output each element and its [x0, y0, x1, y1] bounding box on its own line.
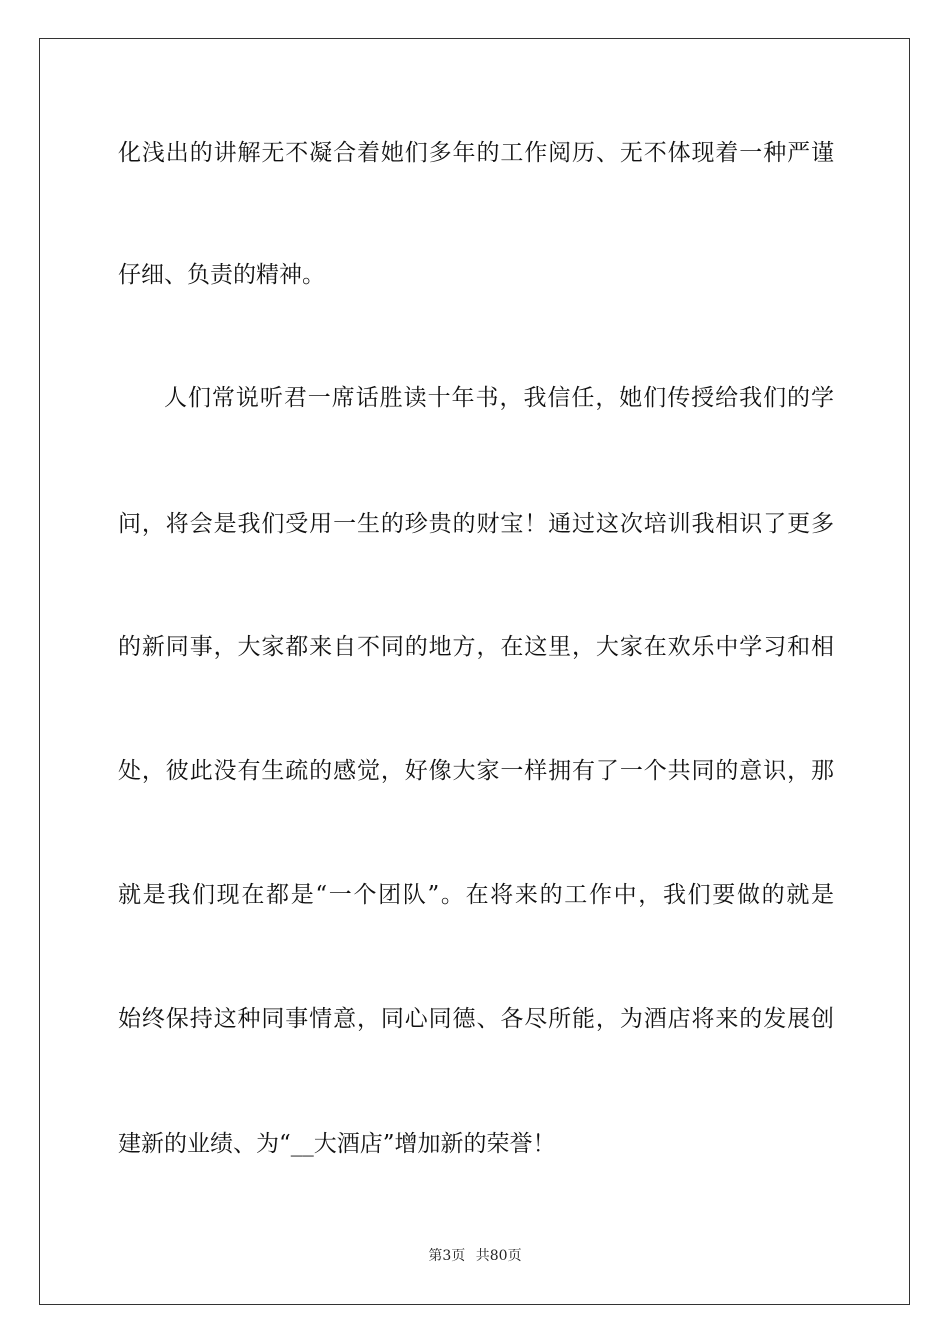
- page-border: [39, 38, 910, 1305]
- text-line: 的新同事，大家都来自不同的地方，在这里，大家在欢乐中学习和相: [118, 634, 834, 660]
- text-line: 问，将会是我们受用一生的珍贵的财宝！通过这次培训我相识了更多: [118, 511, 834, 537]
- text-line: 就是我们现在都是“一个团队”。在将来的工作中，我们要做的就是: [118, 882, 834, 908]
- text-line: 始终保持这种同事情意，同心同德、各尽所能，为酒店将来的发展创: [118, 1006, 834, 1032]
- text-line: 建新的业绩、为“__大酒店”增加新的荣誉！: [118, 1131, 556, 1157]
- text-line: 仔细、负责的精神。: [118, 262, 325, 288]
- paragraph-first-line: 人们常说听君一席话胜读十年书，我信任，她们传授给我们的学: [164, 385, 834, 411]
- text-line: 化浅出的讲解无不凝合着她们多年的工作阅历、无不体现着一种严谨: [118, 140, 834, 166]
- page-number: 第3页: [428, 1248, 466, 1264]
- page-footer: [0, 1247, 950, 1265]
- page-total: 共80页: [475, 1248, 522, 1264]
- text-line: 处，彼此没有生疏的感觉，好像大家一样拥有了一个共同的意识，那: [118, 758, 834, 784]
